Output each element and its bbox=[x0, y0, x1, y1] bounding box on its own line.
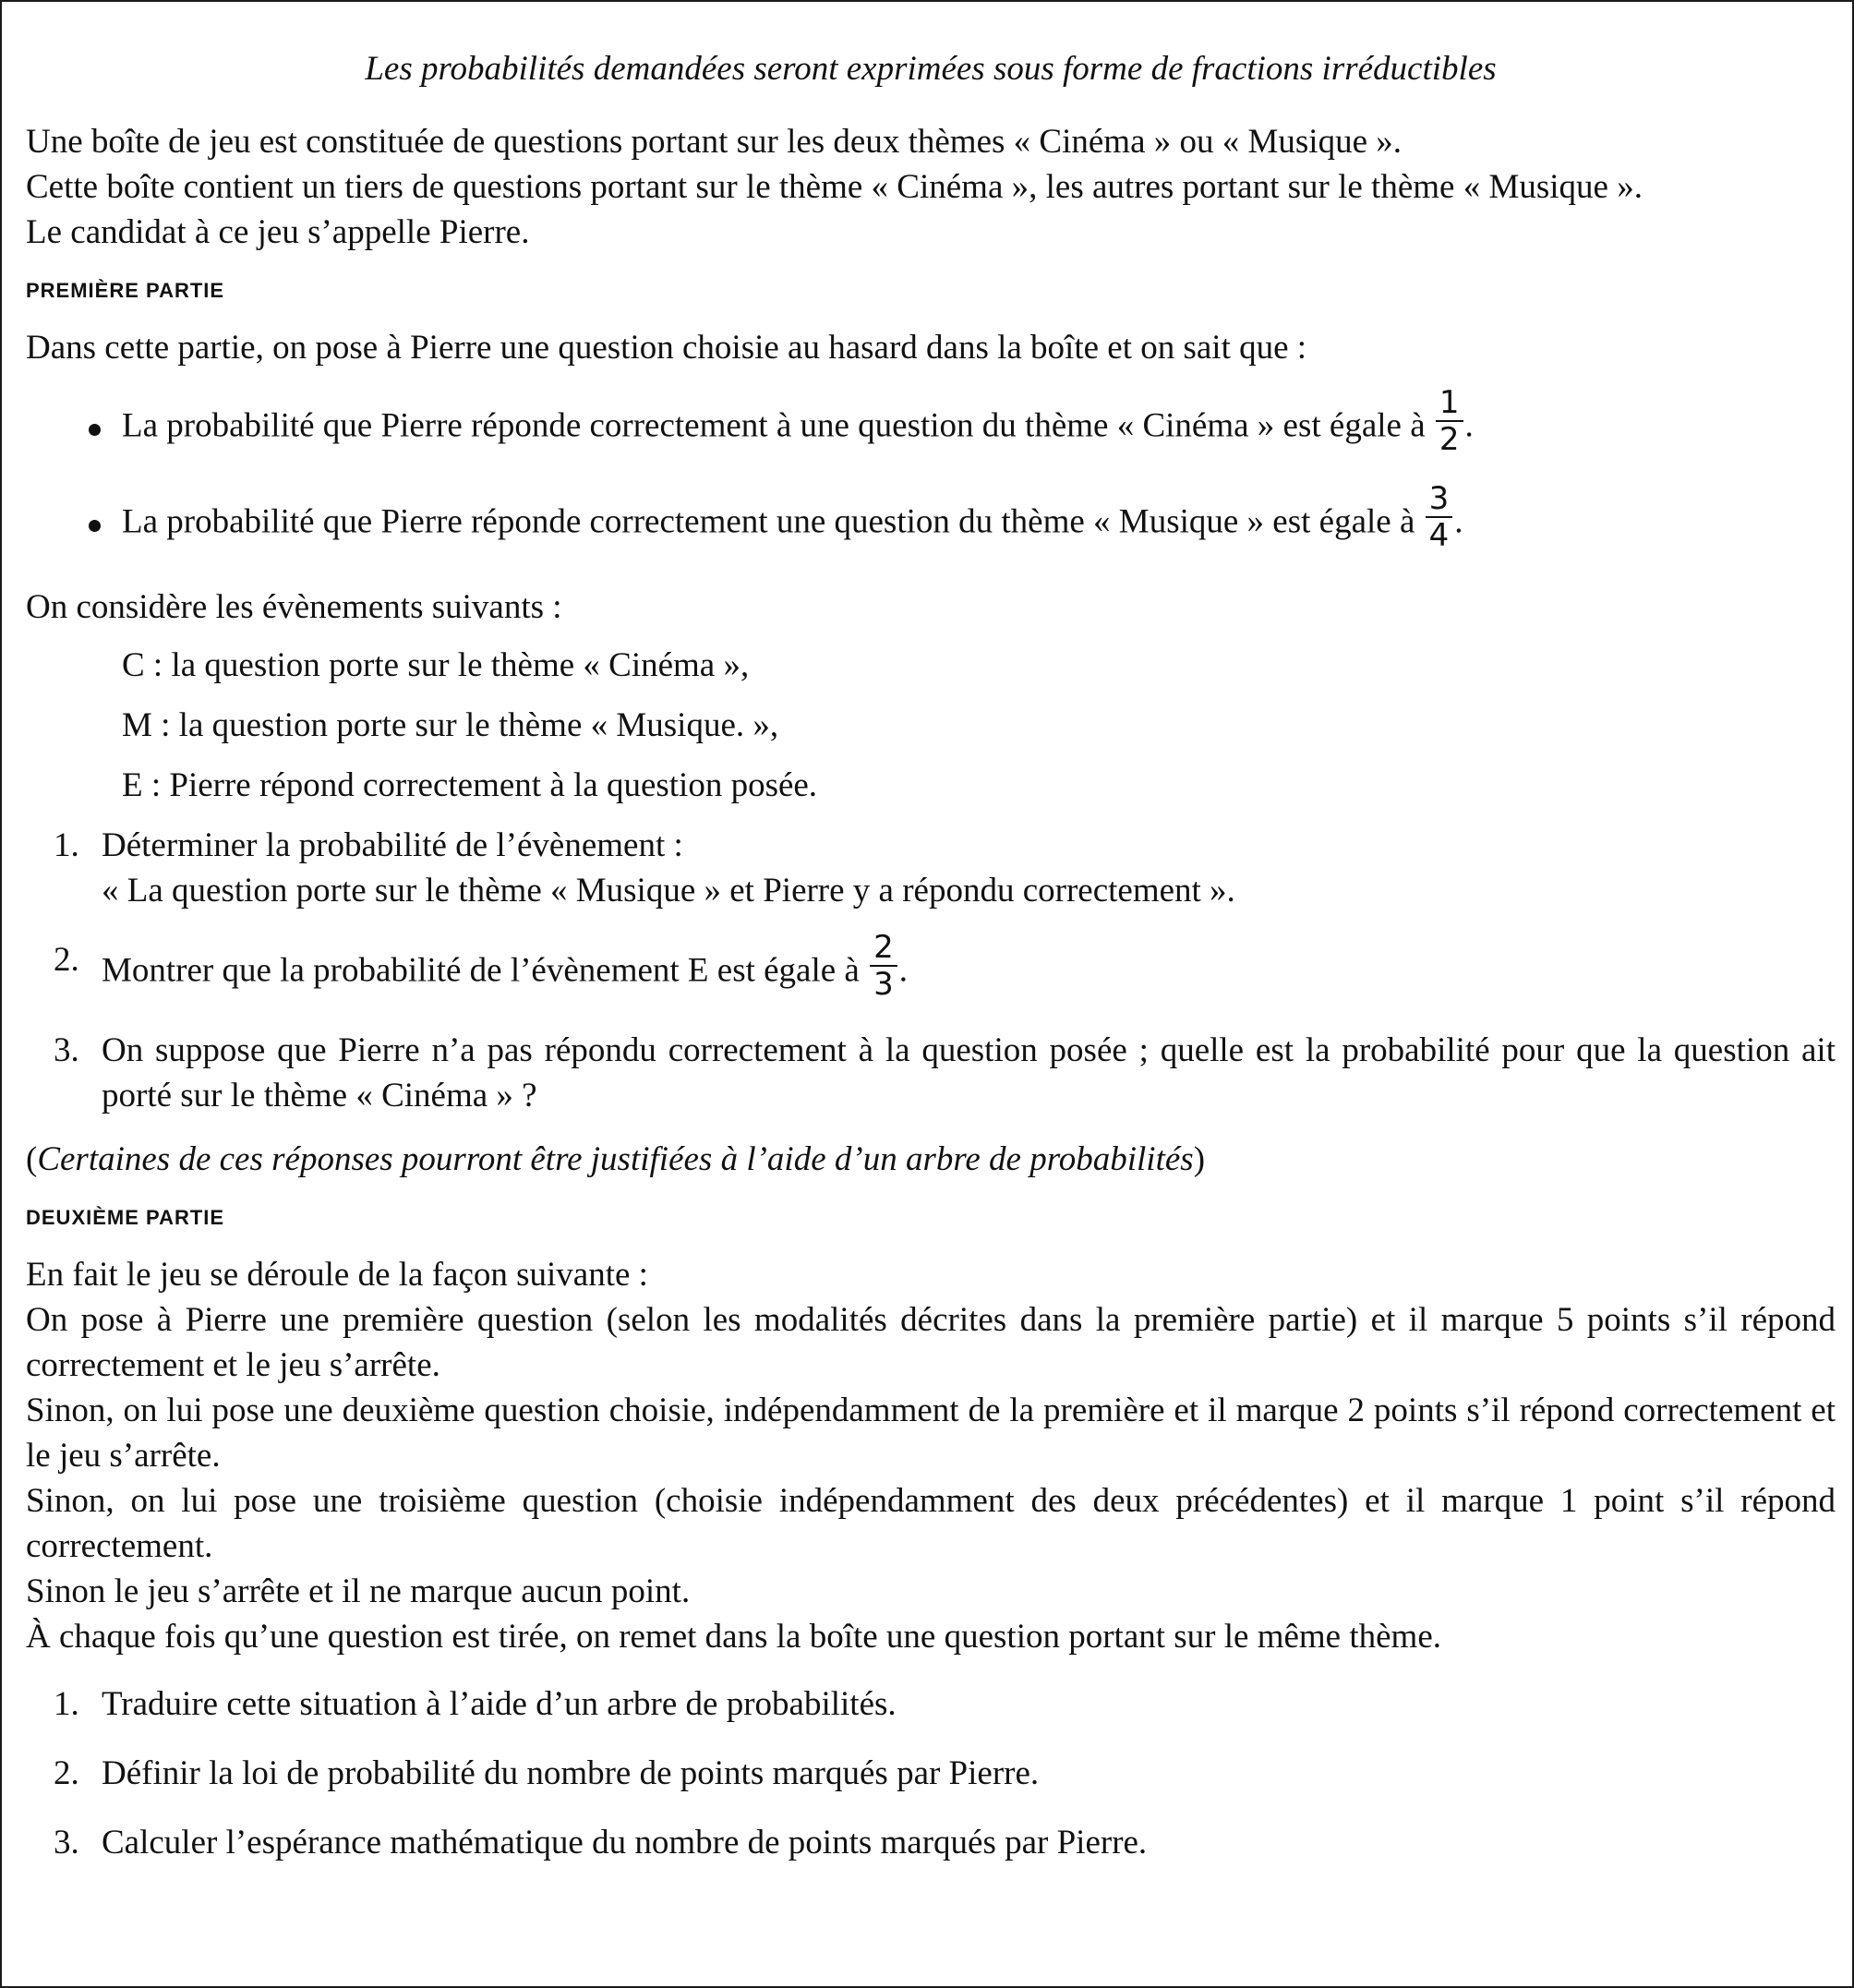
remark-close: ) bbox=[1193, 1140, 1206, 1178]
bullet-musique-text: La probabilité que Pierre réponde correctement une question du thème « Musique » est égale à bbox=[122, 502, 1415, 541]
events-list bbox=[122, 643, 1836, 808]
part2-paragraph-4: Sinon, on lui pose une troisième question (choisie indépendamment des deux précédentes) et il marque 1 point s’il répond correctement. bbox=[26, 1482, 1836, 1565]
part1-bullets bbox=[26, 384, 1836, 560]
part2-paragraph-1: En fait le jeu se déroule de la façon suivante : bbox=[26, 1256, 648, 1294]
part2-paragraph-3: Sinon, on lui pose une deuxième question choisie, indépendamment de la première et il marque 2 points s’il répond correctement et le jeu s’arrête. bbox=[26, 1392, 1836, 1475]
part1-question-2 bbox=[26, 929, 1836, 1009]
intro-line-2: Cette boîte contient un tiers de questions portant sur le thème « Cinéma », les autres portant sur le thème « Musique ». bbox=[26, 168, 1643, 206]
question-number: 2. bbox=[54, 941, 79, 979]
question-2-text: Montrer que la probabilité de l’évènement E est égale à bbox=[102, 951, 860, 990]
part2-question-3-text: Calculer l’espérance mathématique du nombre de points marqués par Pierre. bbox=[102, 1824, 1148, 1861]
bullet-cinema-text: La probabilité que Pierre réponde correctement à une question du thème « Cinéma » est égale à bbox=[122, 406, 1426, 445]
question-1-line-2: « La question porte sur le thème « Musique » et Pierre y a répondu correctement ». bbox=[102, 872, 1235, 910]
question-1-line-1: Déterminer la probabilité de l’évènement : bbox=[102, 826, 683, 864]
part2-question-1 bbox=[26, 1681, 1836, 1727]
bullet-musique bbox=[26, 480, 1836, 560]
part1-lead: Dans cette partie, on pose à Pierre une question choisie au hasard dans la boîte et on sait que : bbox=[26, 329, 1307, 367]
part1-questions bbox=[26, 823, 1836, 1118]
part2-question-3 bbox=[26, 1820, 1836, 1865]
remark-text: Certaines de ces réponses pourront être justifiées à l’aide d’un arbre de probabilités bbox=[37, 1140, 1194, 1178]
question-number: 2. bbox=[54, 1754, 79, 1792]
bullet-cinema bbox=[26, 384, 1836, 464]
part2-description bbox=[26, 1252, 1836, 1659]
fraction-numerator: 2 bbox=[870, 930, 897, 967]
event-c: C : la question porte sur le thème « Cinéma », bbox=[122, 646, 750, 684]
fraction-numerator: 3 bbox=[1426, 481, 1453, 518]
part2-question-2-text: Définir la loi de probabilité du nombre de points marqués par Pierre. bbox=[102, 1754, 1040, 1792]
fraction-one-half bbox=[1436, 385, 1463, 457]
part1-heading: PREMIÈRE PARTIE bbox=[26, 279, 225, 302]
part2-heading: DEUXIÈME PARTIE bbox=[26, 1206, 225, 1229]
intro-line-3: Le candidat à ce jeu s’appelle Pierre. bbox=[26, 213, 530, 251]
part2-question-1-text: Traduire cette situation à l’aide d’un arbre de probabilités. bbox=[102, 1685, 897, 1723]
part2-questions bbox=[26, 1681, 1836, 1865]
part1-remark bbox=[26, 1137, 1836, 1182]
fraction-three-quarters bbox=[1426, 481, 1453, 553]
event-m: M : la question porte sur le thème « Musique. », bbox=[122, 706, 779, 744]
part2-question-2 bbox=[26, 1751, 1836, 1796]
events-lead: On considère les évènements suivants : bbox=[26, 588, 562, 626]
question-number: 3. bbox=[54, 1031, 79, 1069]
question-2-end: . bbox=[898, 951, 908, 990]
part1-question-3 bbox=[26, 1028, 1836, 1118]
remark-open: ( bbox=[26, 1140, 38, 1178]
exercise-content bbox=[26, 46, 1836, 1884]
part1-question-1 bbox=[26, 823, 1836, 913]
instruction-note: Les probabilités demandées seront exprimées sous forme de fractions irréductibles bbox=[365, 50, 1497, 88]
part2-paragraph-5: Sinon le jeu s’arrête et il ne marque aucun point. bbox=[26, 1572, 691, 1610]
fraction-denominator: 2 bbox=[1439, 421, 1460, 458]
event-e: E : Pierre répond correctement à la question posée. bbox=[122, 766, 818, 804]
fraction-numerator: 1 bbox=[1436, 385, 1463, 422]
intro-paragraph bbox=[26, 119, 1836, 255]
question-number: 1. bbox=[54, 826, 79, 864]
part2-paragraph-2: On pose à Pierre une première question (selon les modalités décrites dans la première partie) et il marque 5 points s’il répond correctement et le jeu s’arrête. bbox=[26, 1301, 1836, 1384]
question-number: 3. bbox=[54, 1824, 79, 1861]
question-3-text: On suppose que Pierre n’a pas répondu correctement à la question posée ; quelle est la probabilité pour que la question ait porté sur le thème « Cinéma » ? bbox=[102, 1031, 1836, 1114]
fraction-denominator: 3 bbox=[873, 966, 894, 1003]
bullet-end: . bbox=[1464, 406, 1474, 445]
fraction-two-thirds bbox=[870, 930, 897, 1002]
intro-line-1: Une boîte de jeu est constituée de questions portant sur les deux thèmes « Cinéma » ou « Musique ». bbox=[26, 123, 1402, 161]
question-number: 1. bbox=[54, 1685, 79, 1723]
part2-paragraph-6: À chaque fois qu’une question est tirée, on remet dans la boîte une question portant sur le même thème. bbox=[26, 1618, 1442, 1656]
bullet-end: . bbox=[1454, 502, 1463, 541]
fraction-denominator: 4 bbox=[1428, 517, 1450, 554]
